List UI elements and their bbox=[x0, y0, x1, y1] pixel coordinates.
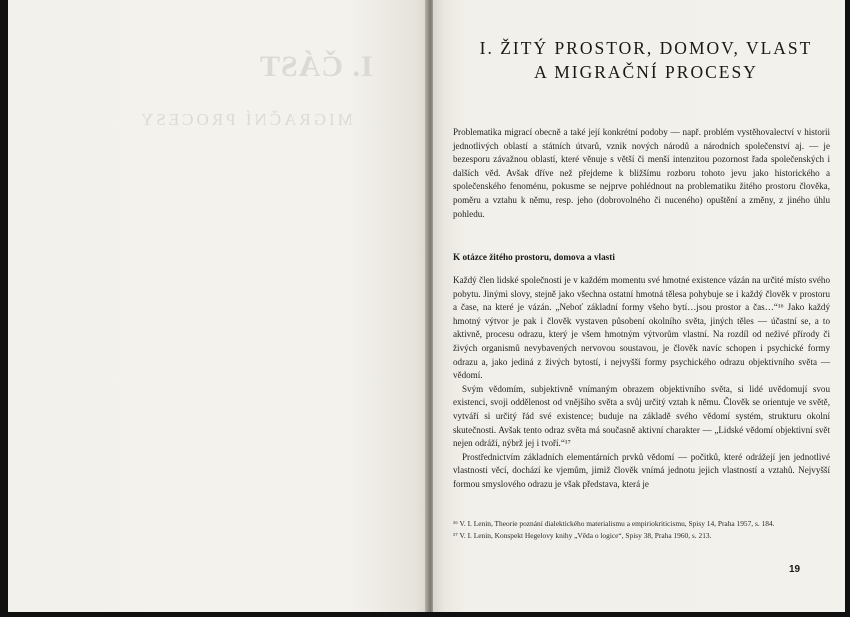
intro-paragraph: Problematika migrací obecně a také její konkrétní podoby — např. problém vystěhovalectví v historii jednotlivých oblastí a státních útvarů, vznik nových národů a národních společenství aj. — je bezesporu závažnou oblastí, které věnuje s větší či menší intenzitou pozornost řada společenských i dalších věd. Avšak dříve než přejdeme k bližšímu rozboru tohoto jevu jako historického a společenského fenoménu, pokusme se nejprve pohlédnout na problematiku žitého prostoru člověka, poměru a vztahu k němu, resp. jeho (dobrovolného či nuceného) opuštění a změny, z jiného úhlu pohledu. bbox=[453, 127, 830, 219]
section-body bbox=[453, 274, 830, 492]
footnote: ¹⁷ V. I. Lenin, Konspekt Hegelovy knihy „Věda o logice“, Spisy 38, Praha 1960, s. 213. bbox=[453, 530, 712, 540]
section-heading: K otázce žitého prostoru, domova a vlasti bbox=[453, 252, 615, 262]
section-paragraph: Prostřednictvím základních elementárních prvků vědomí — počitků, které odrážejí jen jednotlivé vlastnosti věcí, dochází ke vjemům, jimiž člověk vnímá jednotu jejich vlastností a vztahů. Nejvyšší formou smyslového odrazu je však představa, která je bbox=[453, 451, 830, 489]
show-through-title: I. ČÁST bbox=[259, 50, 373, 83]
section-paragraph: Každý člen lidské společnosti je v každém momentu své hmotné existence vázán na určité místo svého pobytu. Jinými slovy, stejně jako všechna ostatní hmotná tělesa pohybuje se i každý člověk v prostoru a čase, na které je vázán. „Neboť základní formy všeho bytí…jsou prostor a čas…“¹⁶ Jako každý hmotný výtvor je pak i člověk vystaven působení okolního světa, jiných těles — účastní se, a to aktivně, procesu odrazu, který je všem hmotným výtvorům vlastní. Na rozdíl od neživé přírody či živých organismů nevybavených nervovou soustavou, je člověk navíc schopen i psychické formy odrazu a, jako jediná z živých bytostí, i nejvyšší formy psychického odrazu objektivního světa — vědomí. bbox=[453, 275, 830, 381]
chapter-title-line1: I. ŽITÝ PROSTOR, DOMOV, VLAST bbox=[479, 38, 813, 58]
show-through-subtitle: MIGRAČNÍ PROCESY bbox=[138, 110, 353, 129]
right-page bbox=[433, 0, 845, 612]
page-number: 19 bbox=[789, 564, 801, 575]
chapter-title-line2: A MIGRAČNÍ PROCESY bbox=[534, 62, 758, 82]
section-paragraph: Svým vědomím, subjektivně vnímaným obrazem objektivního světa, si lidé uvědomují svou existenci, svoji oddělenost od vnějšího světa a svůj určitý vztah k němu. Člověk se orientuje ve světě, vytváří si určitý řád své existence; buduje na základě svého vědomí systém, strukturu okolní skutečnosti. Avšak tento odraz světa má současně aktivní charakter — „Lidské vědomí objektivní svět nejen odráží, nýbrž jej i tvoří.“¹⁷ bbox=[453, 383, 830, 449]
chapter-title bbox=[471, 36, 821, 84]
intro-block bbox=[453, 126, 830, 221]
left-page bbox=[8, 0, 433, 612]
footnotes bbox=[453, 518, 830, 541]
footnote: ¹⁶ V. I. Lenin, Theorie poznání dialektického materialismu a empiriokriticismu, Spisy 14, Praha 1957, s. 184. bbox=[453, 519, 775, 528]
